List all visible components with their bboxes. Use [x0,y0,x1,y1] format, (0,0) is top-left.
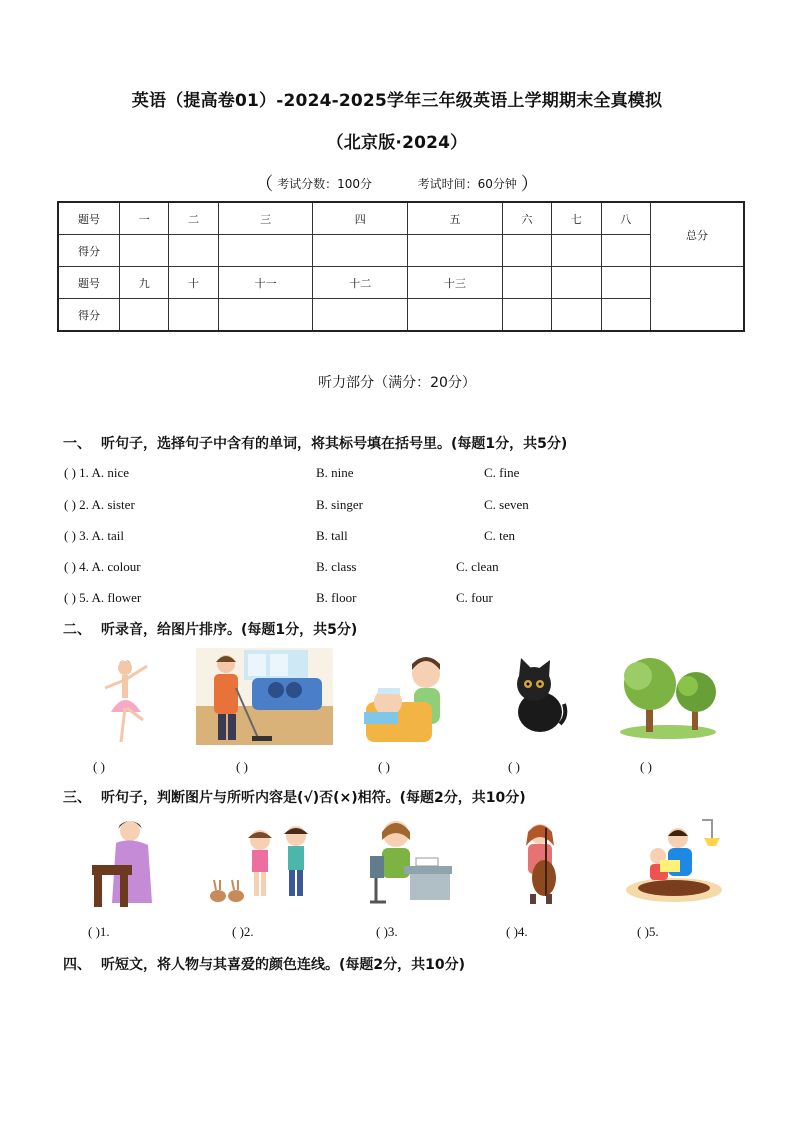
label-question-number: 题号 [58,267,120,299]
score-cell[interactable] [502,235,551,267]
score-row-s2 [58,299,744,332]
score-cell[interactable] [552,299,601,332]
kids-with-rabbits-picture [208,826,318,906]
q1-item-option-b[interactable]: B. nine [316,465,354,480]
col-header [502,267,551,299]
score-cell[interactable] [601,299,650,332]
q3-number: 三、 [63,790,91,806]
score-cell[interactable] [169,299,218,332]
exam-meta [0,170,794,196]
q3-answer-paren-1[interactable]: ( )1. [88,924,110,939]
q3-title [63,787,526,807]
q4-number: 四、 [63,957,91,973]
col-header: 十 [169,267,218,299]
label-score: 得分 [58,235,120,267]
col-header: 十二 [313,267,408,299]
q3-answer-paren-4[interactable]: ( )4. [506,924,528,939]
q1-item-option-b[interactable]: B. floor [316,590,357,605]
label-total: 总分 [651,202,745,267]
score-cell[interactable] [218,299,313,332]
score-cell[interactable] [120,299,169,332]
score-cell[interactable] [120,235,169,267]
q1-item-lead[interactable]: ( ) 4. A. colour [64,559,141,574]
total-score-cell[interactable] [651,267,745,332]
q3-instruction: 听句子，判断图片与所听内容是(√)否(×)相符。(每题2分，共10分) [101,790,526,806]
exam-time-label: 考试时间：60分钟 [417,177,517,191]
girl-cello-picture [516,820,568,906]
col-header: 十一 [218,267,313,299]
q1-number: 一、 [63,436,91,452]
col-header: 十三 [408,267,503,299]
score-row-s1 [58,235,744,267]
parent-reading-picture [624,816,724,902]
q1-item-option-b[interactable]: B. tall [316,528,348,543]
q4-instruction: 听短文，将人物与其喜爱的颜色连线。(每题2分，共10分) [101,957,466,973]
q1-item-option-c[interactable]: C. four [456,590,493,605]
page-title: 英语（提高卷01）-2024-2025学年三年级英语上学期期末全真模拟 [131,91,663,111]
q2-number: 二、 [63,622,91,638]
q4-title [63,954,465,974]
score-table [57,201,745,332]
ballet-dancer-picture [95,654,155,746]
col-header [601,267,650,299]
mopping-floor-picture [196,648,333,745]
q2-answer-paren-3[interactable]: ( ) [378,759,390,774]
q2-answer-paren-5[interactable]: ( ) [640,759,652,774]
score-cell[interactable] [552,235,601,267]
guzheng-player-picture [90,815,160,910]
exam-score-label: 考试分数：100分 [277,177,372,191]
col-header: 六 [502,202,551,235]
q1-item-option-c[interactable]: C. fine [484,465,520,480]
page-subtitle: （北京版·2024） [326,133,468,153]
q1-item-lead[interactable]: ( ) 1. A. nice [64,465,129,480]
col-header: 八 [601,202,650,235]
label-score: 得分 [58,299,120,332]
col-header: 四 [313,202,408,235]
score-row-q1 [58,202,744,235]
black-cat-picture [508,656,568,736]
trees-picture [616,652,720,740]
col-header: 七 [552,202,601,235]
col-header: 一 [120,202,169,235]
score-cell[interactable] [601,235,650,267]
q3-answer-paren-2[interactable]: ( )2. [232,924,254,939]
q1-item-lead[interactable]: ( ) 5. A. flower [64,590,142,605]
q1-item-option-b[interactable]: B. singer [316,497,363,512]
score-cell[interactable] [502,299,551,332]
score-cell[interactable] [169,235,218,267]
score-cell[interactable] [408,299,503,332]
listening-section-heading: 听力部分（满分：20分） [318,375,476,391]
q2-instruction: 听录音，给图片排序。(每题1分，共5分) [101,622,358,638]
q3-answer-paren-3[interactable]: ( )3. [376,924,398,939]
q1-item-option-c[interactable]: C. clean [456,559,499,574]
q1-item-lead[interactable]: ( ) 3. A. tail [64,528,124,543]
meta-open-paren: （ [255,174,274,195]
col-header: 三 [218,202,313,235]
score-cell[interactable] [218,235,313,267]
meta-close-paren: ） [520,174,539,195]
q1-instruction: 听句子，选择句子中含有的单词，将其标号填在括号里。(每题1分，共5分) [101,436,568,452]
q1-item-lead[interactable]: ( ) 2. A. sister [64,497,135,512]
q1-item-option-c[interactable]: C. ten [484,528,516,543]
score-cell[interactable] [313,235,408,267]
col-header [552,267,601,299]
q2-answer-paren-4[interactable]: ( ) [508,759,520,774]
score-row-q2 [58,267,744,299]
q2-answer-paren-2[interactable]: ( ) [236,759,248,774]
label-question-number: 题号 [58,202,120,235]
q2-title [63,619,357,639]
q3-answer-paren-5[interactable]: ( )5. [637,924,659,939]
col-header: 五 [408,202,503,235]
col-header: 二 [169,202,218,235]
q1-title [63,433,567,453]
q2-answer-paren-1[interactable]: ( ) [93,759,105,774]
q1-item-option-c[interactable]: C. seven [484,497,529,512]
girl-at-desk-picture [366,816,454,906]
score-cell[interactable] [313,299,408,332]
q1-item-option-b[interactable]: B. class [316,559,357,574]
score-cell[interactable] [408,235,503,267]
col-header: 九 [120,267,169,299]
sick-child-picture [360,650,450,745]
